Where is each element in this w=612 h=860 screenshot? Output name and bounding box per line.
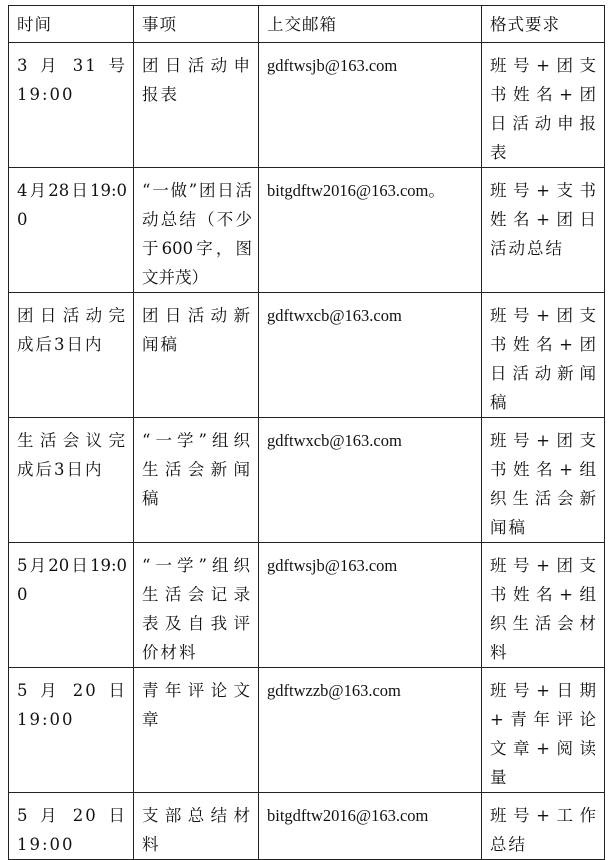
time-cell: 3 月 31 号 19:00	[9, 43, 134, 168]
format-cell: 班号+团支书姓名+组织生活会新闻稿	[482, 418, 605, 543]
format-cell: 班号+工作总结	[482, 793, 605, 860]
format-cell: 班号+团支书姓名+组织生活会材料	[482, 543, 605, 668]
email-cell: gdftwzzb@163.com	[259, 668, 482, 793]
item-cell: 支部总结材料	[134, 793, 259, 860]
header-time: 时间	[9, 6, 134, 43]
time-cell: 5 月 20 日 19:00	[9, 668, 134, 793]
table-row	[9, 543, 605, 668]
item-cell: “一做”团日活动总结（不少于600字，图文并茂）	[134, 168, 259, 293]
header-item: 事项	[134, 6, 259, 43]
format-cell: 班号+团支书姓名+团日活动新闻稿	[482, 293, 605, 418]
item-cell: 团日活动申报表	[134, 43, 259, 168]
submission-schedule-table	[8, 5, 605, 860]
email-cell: gdftwsjb@163.com	[259, 543, 482, 668]
table-row	[9, 793, 605, 860]
format-cell: 班号+团支书姓名+团日活动申报表	[482, 43, 605, 168]
time-cell: 5 月 20 日 19:00	[9, 793, 134, 860]
item-cell: “一学”组织生活会记录表及自我评价材料	[134, 543, 259, 668]
email-cell: bitgdftw2016@163.com	[259, 793, 482, 860]
time-cell: 生活会议完成后3日内	[9, 418, 134, 543]
table-header	[9, 6, 605, 43]
header-email: 上交邮箱	[259, 6, 482, 43]
table-row	[9, 418, 605, 543]
email-cell: gdftwxcb@163.com	[259, 293, 482, 418]
format-cell: 班号+支书姓名+团日活动总结	[482, 168, 605, 293]
format-cell: 班号+日期+青年评论文章+阅读量	[482, 668, 605, 793]
table-row	[9, 43, 605, 168]
time-cell: 团日活动完成后3日内	[9, 293, 134, 418]
email-cell: bitgdftw2016@163.com。	[259, 168, 482, 293]
header-row	[9, 6, 605, 43]
email-cell: gdftwxcb@163.com	[259, 418, 482, 543]
email-cell: gdftwsjb@163.com	[259, 43, 482, 168]
item-cell: 团日活动新闻稿	[134, 293, 259, 418]
item-cell: 青年评论文章	[134, 668, 259, 793]
table-row	[9, 668, 605, 793]
header-format: 格式要求	[482, 6, 605, 43]
item-cell: “一学”组织生活会新闻稿	[134, 418, 259, 543]
table-body	[9, 43, 605, 860]
table-row	[9, 293, 605, 418]
table-row	[9, 168, 605, 293]
time-cell: 5月20日19:00	[9, 543, 134, 668]
time-cell: 4月28日19:00	[9, 168, 134, 293]
